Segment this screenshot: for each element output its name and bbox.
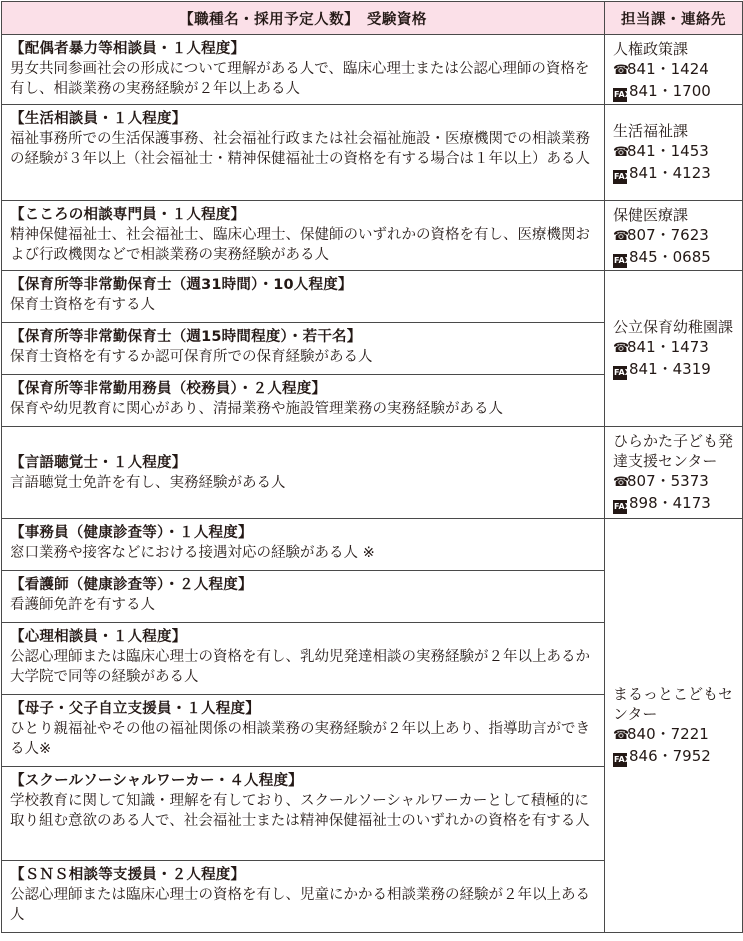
fax-line bbox=[613, 493, 738, 514]
fax-line bbox=[613, 746, 738, 767]
job-requirement: 精神保健福祉士、社会福祉士、臨床心理士、保健師のいずれかの資格を有し、医療機関および行政機関などで相談業務の実務経験がある人 bbox=[10, 227, 590, 263]
recruitment-table bbox=[1, 1, 743, 933]
fax-number: 841・1700 bbox=[629, 82, 711, 100]
job-title: 【保育所等非常勤保育士（週15時間程度）・若干名】 bbox=[10, 329, 362, 345]
table-row bbox=[2, 105, 743, 201]
job-title: 【こころの相談専門員・１人程度】 bbox=[10, 207, 246, 223]
telephone-icon: ☎ bbox=[613, 728, 630, 743]
header-job-qualification: 【職種名・採用予定人数】 受験資格 bbox=[2, 2, 605, 35]
job-requirement: 言語聴覚士免許を有し、実務経験がある人 bbox=[10, 475, 286, 491]
job-title: 【言語聴覚士・１人程度】 bbox=[10, 455, 187, 471]
job-requirement: 福祉事務所での生活保護事務、社会福祉行政または社会福祉施設・医療機関での相談業務の経験が３年以上（社会福祉士・精神保健福祉士の資格を有する場合は１年以上）ある人 bbox=[10, 131, 590, 167]
department-name: 人権政策課 bbox=[613, 40, 689, 58]
job-cell bbox=[2, 695, 605, 767]
phone-number: 841・1453 bbox=[627, 142, 709, 160]
table-row bbox=[2, 519, 743, 571]
job-cell bbox=[2, 427, 605, 519]
phone-number: 840・7221 bbox=[627, 725, 709, 743]
job-requirement: 保育士資格を有するか認可保育所での保育経験がある人 bbox=[10, 349, 373, 365]
telephone-icon: ☎ bbox=[613, 475, 630, 490]
fax-icon: FAX bbox=[613, 170, 627, 184]
fax-icon: FAX bbox=[613, 254, 627, 268]
job-cell bbox=[2, 519, 605, 571]
contact-cell bbox=[605, 427, 743, 519]
fax-line bbox=[613, 163, 738, 184]
table-row bbox=[2, 35, 743, 105]
job-requirement: 保育や幼児教育に関心があり、清掃業務や施設管理業務の実務経験がある人 bbox=[10, 401, 503, 417]
contact-cell bbox=[605, 105, 743, 201]
table-row bbox=[2, 271, 743, 323]
fax-icon: FAX bbox=[613, 500, 627, 514]
header-contact: 担当課・連絡先 bbox=[605, 2, 743, 35]
fax-line bbox=[613, 359, 738, 380]
fax-number: 841・4319 bbox=[629, 360, 711, 378]
job-requirement: ひとり親福祉やその他の福祉関係の相談業務の実務経験が２年以上あり、指導助言ができる人※ bbox=[10, 721, 590, 757]
job-title: 【事務員（健康診査等）・１人程度】 bbox=[10, 525, 253, 541]
job-title: 【スクールソーシャルワーカー・４人程度】 bbox=[10, 773, 303, 789]
telephone-icon: ☎ bbox=[613, 63, 630, 78]
phone-number: 807・7623 bbox=[627, 226, 709, 244]
job-cell bbox=[2, 767, 605, 861]
fax-line bbox=[613, 81, 738, 102]
job-cell bbox=[2, 623, 605, 695]
phone-number: 841・1473 bbox=[627, 338, 709, 356]
fax-line bbox=[613, 247, 738, 268]
job-title: 【配偶者暴力等相談員・１人程度】 bbox=[10, 41, 246, 57]
table-row bbox=[2, 201, 743, 271]
fax-number: 898・4173 bbox=[629, 494, 711, 512]
contact-cell bbox=[605, 271, 743, 427]
job-requirement: 窓口業務や接客などにおける接遇対応の経験がある人 ※ bbox=[10, 545, 375, 561]
phone-line bbox=[613, 724, 738, 746]
job-requirement: 公認心理師または臨床心理士の資格を有し、児童にかかる相談業務の経験が２年以上ある人 bbox=[10, 887, 590, 923]
contact-cell bbox=[605, 201, 743, 271]
phone-line bbox=[613, 59, 738, 81]
contact-cell bbox=[605, 35, 743, 105]
job-requirement: 男女共同参画社会の形成について理解がある人で、臨床心理士または公認心理師の資格を有し、相談業務の実務経験が２年以上ある人 bbox=[10, 61, 590, 97]
fax-number: 845・0685 bbox=[629, 248, 711, 266]
job-requirement: 学校教育に関して知識・理解を有しており、スクールソーシャルワーカーとして積極的に取り組む意欲のある人で、社会福祉士または精神保健福祉士のいずれかの資格を有する人 bbox=[10, 793, 590, 829]
job-title: 【看護師（健康診査等）・２人程度】 bbox=[10, 577, 253, 593]
job-cell bbox=[2, 271, 605, 323]
department-name: 公立保育幼稚園課 bbox=[613, 318, 734, 336]
job-cell bbox=[2, 323, 605, 375]
job-cell bbox=[2, 35, 605, 105]
department-name: 生活福祉課 bbox=[613, 122, 689, 140]
fax-number: 846・7952 bbox=[629, 747, 711, 765]
job-requirement: 公認心理師または臨床心理士の資格を有し、乳幼児発達相談の実務経験が２年以上あるか大学院で同等の経験がある人 bbox=[10, 649, 590, 685]
department-name: ひらかた子ども発達支援センター bbox=[613, 432, 734, 470]
job-cell bbox=[2, 571, 605, 623]
telephone-icon: ☎ bbox=[613, 145, 630, 160]
phone-line bbox=[613, 141, 738, 163]
job-title: 【母子・父子自立支援員・１人程度】 bbox=[10, 701, 260, 717]
department-name: まるっとこどもセンター bbox=[613, 685, 734, 723]
job-cell bbox=[2, 105, 605, 201]
fax-number: 841・4123 bbox=[629, 164, 711, 182]
table-row bbox=[2, 427, 743, 519]
contact-cell bbox=[605, 519, 743, 933]
phone-line bbox=[613, 225, 738, 247]
job-requirement: 看護師免許を有する人 bbox=[10, 597, 155, 613]
job-cell bbox=[2, 861, 605, 933]
table-header bbox=[2, 2, 743, 35]
telephone-icon: ☎ bbox=[613, 229, 630, 244]
job-cell bbox=[2, 375, 605, 427]
job-cell bbox=[2, 201, 605, 271]
phone-number: 807・5373 bbox=[627, 472, 709, 490]
job-title: 【ＳＮＳ相談等支援員・２人程度】 bbox=[10, 867, 246, 883]
telephone-icon: ☎ bbox=[613, 341, 630, 356]
job-title: 【心理相談員・１人程度】 bbox=[10, 629, 187, 645]
job-title: 【保育所等非常勤保育士（週31時間）・10人程度】 bbox=[10, 277, 353, 293]
phone-line bbox=[613, 471, 738, 493]
fax-icon: FAX bbox=[613, 88, 627, 102]
fax-icon: FAX bbox=[613, 366, 627, 380]
job-title: 【生活相談員・１人程度】 bbox=[10, 111, 187, 127]
job-requirement: 保育士資格を有する人 bbox=[10, 297, 155, 313]
fax-icon: FAX bbox=[613, 753, 627, 767]
job-title: 【保育所等非常勤用務員（校務員）・２人程度】 bbox=[10, 381, 327, 397]
phone-line bbox=[613, 337, 738, 359]
phone-number: 841・1424 bbox=[627, 60, 709, 78]
department-name: 保健医療課 bbox=[613, 206, 689, 224]
